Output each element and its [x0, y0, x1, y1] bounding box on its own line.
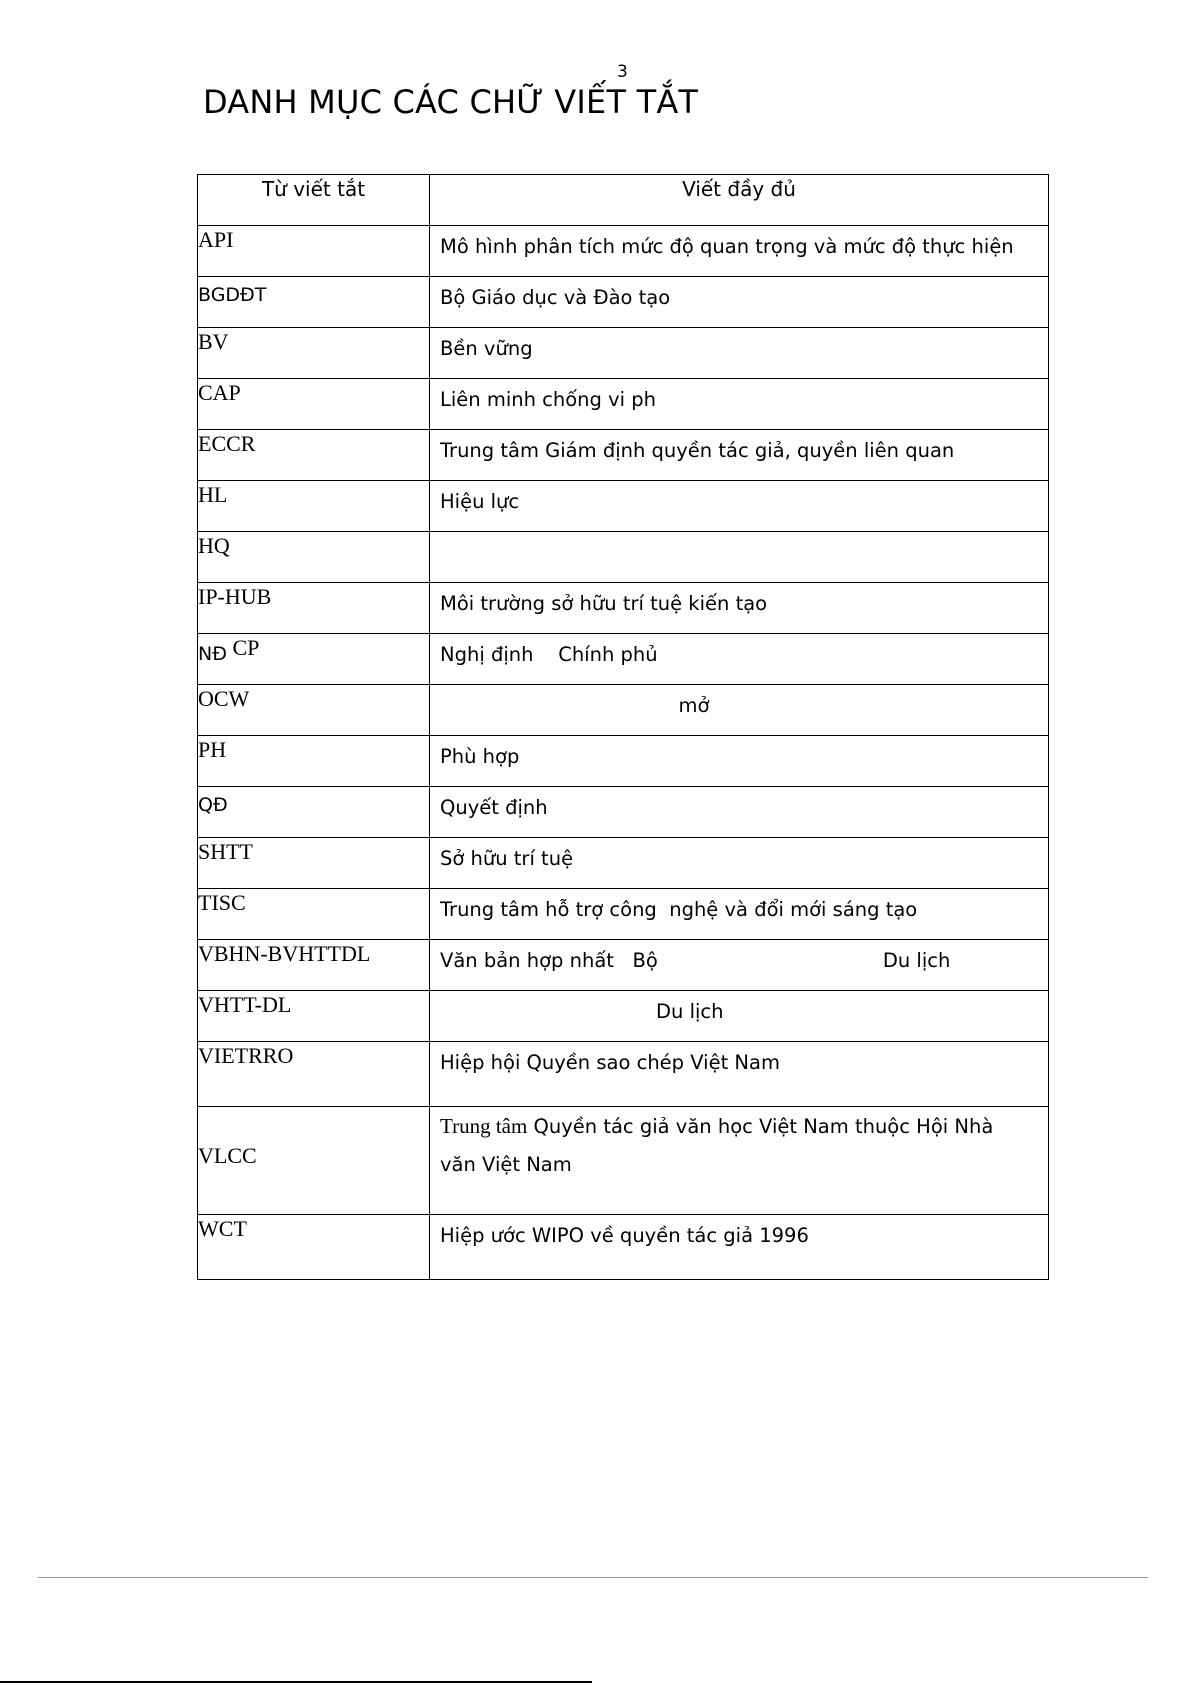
abbreviation-cell: VIETRRO	[198, 1042, 430, 1107]
table-row	[198, 481, 1049, 532]
table-row	[198, 1215, 1049, 1280]
abbreviation-cell: OCW	[198, 685, 430, 736]
abbreviation-cell: WCT	[198, 1215, 430, 1280]
footer-divider	[38, 1577, 1148, 1578]
full-form-cell: Trung tâm Giám định quyền tác giả, quyền liên quan	[430, 430, 1049, 481]
abbreviation-cell: SHTT	[198, 838, 430, 889]
abbreviation-cell: PH	[198, 736, 430, 787]
abbreviation-cell	[198, 634, 430, 685]
table-row	[198, 1107, 1049, 1215]
table-row	[198, 991, 1049, 1042]
full-form-cell	[430, 532, 1049, 583]
abbreviation-cell: HL	[198, 481, 430, 532]
abbreviation-cell: IP-HUB	[198, 583, 430, 634]
full-form-part: Du lịch	[882, 949, 951, 972]
abbreviation-cell: ECCR	[198, 430, 430, 481]
table-row	[198, 736, 1049, 787]
abbreviation-cell: BGDĐT	[198, 277, 430, 328]
full-form-cell: Sở hữu trí tuệ	[430, 838, 1049, 889]
abbreviation-table	[197, 174, 1049, 1280]
full-form-cell: Nghị định Chính phủ	[430, 634, 1049, 685]
table-row	[198, 889, 1049, 940]
table-row	[198, 430, 1049, 481]
page-title: DANH MỤC CÁC CHỮ VIẾT TẮT	[203, 83, 699, 121]
abbreviation-part: CP	[232, 635, 260, 660]
abbreviation-cell: API	[198, 226, 430, 277]
full-form-cell: Quyết định	[430, 787, 1049, 838]
abbreviation-cell: TISC	[198, 889, 430, 940]
full-form-cell: Môi trường sở hữu trí tuệ kiến tạo	[430, 583, 1049, 634]
table-row	[198, 379, 1049, 430]
table-row	[198, 685, 1049, 736]
full-form-cell: Liên minh chống vi ph	[430, 379, 1049, 430]
full-form-cell: mở	[430, 685, 1049, 736]
abbreviation-cell: CAP	[198, 379, 430, 430]
full-form-cell	[430, 940, 1049, 991]
table-row	[198, 634, 1049, 685]
abbreviation-cell: VHTT-DL	[198, 991, 430, 1042]
table-header-row	[198, 175, 1049, 226]
abbreviation-cell: VBHN-BVHTTDL	[198, 940, 430, 991]
full-form-part: Văn bản hợp nhất Bộ	[440, 949, 658, 972]
table-row	[198, 940, 1049, 991]
full-form-part: Trung tâm	[440, 1114, 528, 1138]
full-form-cell	[430, 1107, 1049, 1215]
abbreviation-cell: VLCC	[198, 1107, 430, 1215]
table-row	[198, 583, 1049, 634]
full-form-cell: Phù hợp	[430, 736, 1049, 787]
table-row	[198, 838, 1049, 889]
full-form-cell: Bền vững	[430, 328, 1049, 379]
page-number: 3	[617, 62, 628, 82]
full-form-cell: Du lịch	[430, 991, 1049, 1042]
abbreviation-part: NĐ	[198, 643, 227, 665]
full-form-part: Quyền tác giả văn học Việt Nam thuộc Hội Nhà	[533, 1115, 994, 1138]
header-full-form: Viết đầy đủ	[430, 175, 1049, 226]
full-form-cell: Hiệu lực	[430, 481, 1049, 532]
abbreviation-cell: QĐ	[198, 787, 430, 838]
full-form-cell: Hiệp hội Quyền sao chép Việt Nam	[430, 1042, 1049, 1107]
table-row	[198, 532, 1049, 583]
bottom-border	[0, 1681, 592, 1683]
table-row	[198, 277, 1049, 328]
full-form-cell: Hiệp ước WIPO về quyền tác giả 1996	[430, 1215, 1049, 1280]
full-form-cell: Bộ Giáo dục và Đào tạo	[430, 277, 1049, 328]
table-row	[198, 328, 1049, 379]
full-form-cell: Mô hình phân tích mức độ quan trọng và mức độ thực hiện	[430, 226, 1049, 277]
full-form-cell: Trung tâm hỗ trợ công nghệ và đổi mới sáng tạo	[430, 889, 1049, 940]
table-row	[198, 787, 1049, 838]
header-abbreviation: Từ viết tắt	[198, 175, 430, 226]
abbreviation-cell: HQ	[198, 532, 430, 583]
abbreviation-cell: BV	[198, 328, 430, 379]
table-row	[198, 1042, 1049, 1107]
full-form-line: văn Việt Nam	[440, 1153, 572, 1176]
table-row	[198, 226, 1049, 277]
